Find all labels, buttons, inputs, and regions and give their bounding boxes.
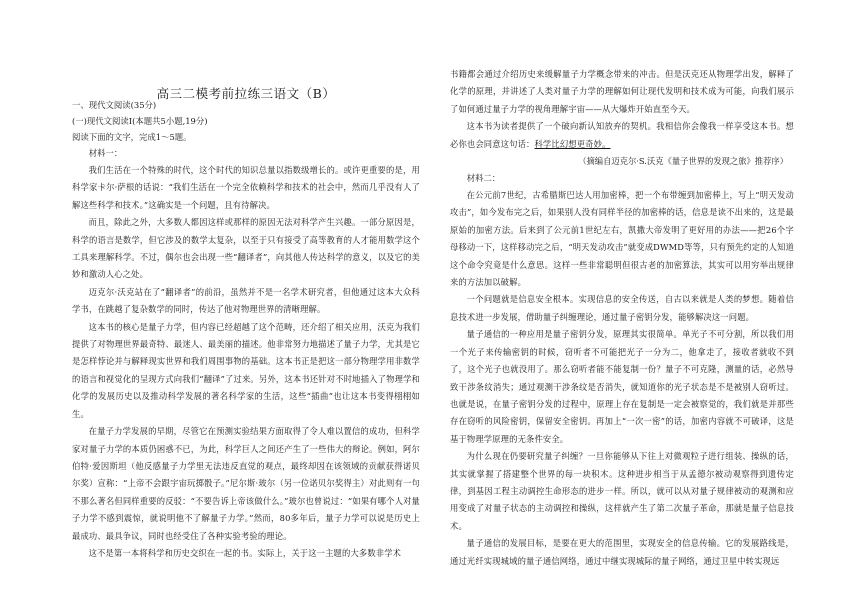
paragraph: 为什么现在仍要研究量子纠缠？一旦你能够从下往上对微观粒子进行组装、操纵的话，其实就掌握了搭建整个世界的每一块积木。这种进步相当于从孟德尔被动观察得到遗传定律，到基因工程主动调控生命形态的进步一样。所以，就可以从对量子规律被动的观测和应用变成了对量子状态的主动调控和操纵，这样就产生了第二次量子革命，那就是量子信息技术。 xyxy=(450,451,794,531)
paragraph: 量子通信的一种应用是量子密钥分发，原理其实很简单。单光子不可分割，所以我们用一个光子来传输密钥的时候，窃听者不可能把光子一分为二，他拿走了，接收者就收不到了，这个光子也就没用了。那么窃听者能不能复制一份？量子不可克隆，测量的话，必然导致干涉条纹消失；通过观测干涉条纹是否消失，就知道你的光子状态是不是被别人窃听过。也就是说，在量子密钥分发的过程中，原理上存在复制是一定会被察觉的，我们就是并那些存在窃听的风险密钥，保留安全密钥。再加上“一次一密”的话，加密内容就不可破译，这是基于物理学原理的无条件安全。 xyxy=(450,329,794,444)
paragraph: 量子通信的发展目标，是要在更大的范围里，实现安全的信息传输。它的发展路线是，通过光纤实现城域的量子通信网络，通过中继实现城际的量子网络，通过卫星中转实现远 xyxy=(450,538,794,566)
quote-source: （摘编自迈克尔·S.沃克《量子世界的发现之旅》推荐序） xyxy=(578,156,788,167)
underlined-quote: 科学比幻想更奇妙。 xyxy=(534,138,611,149)
paragraph-text: 这本书为读者提供了一个破向新认知放弃的契机。我相信你会像我一样享受这本书。想必你也会同意这句话： xyxy=(450,121,794,149)
paragraph: 书籍都会通过介绍历史来缓解量子力学概念带来的冲击。但是沃克还从物理学出发，解释了化学的原理，并讲述了人类对量子力学的理解如何让现代发明和技术成为可能，向我们展示了如何通过量子力学的视角理解宇宙——从大爆炸开始直至今天。 xyxy=(450,69,794,114)
instructions: 阅读下面的文字，完成1～5题。 xyxy=(72,132,192,142)
material-2-label: 材料二： xyxy=(466,173,501,184)
paragraph: 在量子力学发展的早期，尽管它在预测实验结果方面取得了令人难以置信的成功，但科学家对量子力学的本质仍困惑不已，为此，科学巨人之间还产生了一些伟大的辩论。例如，阿尔伯特·爱因斯坦（他反感量子力学里无法违反直觉的观点，最终却因在该领域的贡献获得诺贝尔奖）宣称：“上帝不会跟宇宙玩掷骰子。”尼尔斯·玻尔（另一位诺贝尔奖得主）对此则有一句不那么著名但同样重要的反驳：“不要告诉上帝该做什么。”玻尔也曾说过：“如果有哪个人对量子力学不感到震惊，就说明他不了解量子力学。”然而，80多年后，量子力学可以说是历史上最成功、最具争议，同时也经受住了各种实验考验的理论。 xyxy=(72,426,420,541)
paragraph: 我们生活在一个特殊的时代，这个时代的知识总量以指数级增长的。或许更重要的是，用科学家卡尔·萨根的话说：“我们生活在一个完全依赖科学和技术的社会中，然而几乎没有人了解这些科学和技术。”这确实是一个问题，且有待解决。 xyxy=(72,165,420,210)
paragraph: 一个问题就是信息安全根本。实现信息的安全传送，自古以来就是人类的梦想。随着信息技术进一步发展，借助量子纠缠理论，通过量子密钥分发，能够解决这一问题。 xyxy=(450,294,794,322)
material-1-label: 材料一： xyxy=(88,148,123,158)
subsection-heading: (一)现代文阅读Ⅰ(本题共5小题,19分) xyxy=(72,116,208,126)
paragraph: 这不是第一本将科学和历史交织在一起的书。实际上，关于这一主题的大多数非学术 xyxy=(88,547,402,558)
section-heading: 一、现代文阅读(35分) xyxy=(72,100,157,110)
paragraph: 在公元前7世纪，古希腊斯巴达人用加密棒，把一个布带缠到加密棒上，写上“明天发动攻击”，如今发布完之后，如果别人没有同样半径的加密棒的话，信息是读不出来的，这是最原始的加密方法。后来到了公元前1世纪左右，凯撒大帝发明了更好用的办法——把26个字母移动一下，这样移动完之后，“明天发动攻击”就变成DWMD等等，只有预先约定的人知道这个命令究竟是什么意思。这样一些非常聪明但很古老的加密算法，其实可以用穷举出规律来的方法加以破解。 xyxy=(450,190,794,288)
paragraph: 迈克尔·沃克站在了“翻译者”的前沿，虽然并不是一名学术研究者，但他通过这本大众科学书，在跳越了复杂数学的同时，传达了他对物理世界的清晰理解。 xyxy=(72,286,420,315)
left-column xyxy=(72,97,420,562)
paragraph: 而且，除此之外，大多数人都因这样或那样的原因无法对科学产生兴趣。一部分原因是，科学的语言是数学，但它涉及的数学太复杂，以至于只有接受了高等教育的人才能用数学这个工具来理解科学。不过，偶尔也会出现一些“翻译者”，向其他人传达科学的意义，以及它的美妙和激动人心之处。 xyxy=(72,217,420,280)
paragraph xyxy=(450,118,794,153)
page-title: 高三二模考前拉练三语文（B） xyxy=(156,86,336,101)
paragraph: 这本书的核心是量子力学，但内容已经超越了这个范畴，还介绍了相关应用，沃克为我们提供了对物理世界最奇特、最迷人、最美丽的描述。他非常努力地描述了量子力学，尤其是它是怎样悖论并与解释现实世界和我们周围事物的基础。这本书正是把这一部分物理学用非数学的语言和视觉化的呈现方式向我们“翻译”了过来。另外，这本书还针对不时地插入了物理学和化学的发展历史以及推动科学发展的著名科学家的生活，这些“插曲”也让这本书变得栩栩如生。 xyxy=(72,321,420,419)
right-column xyxy=(450,66,794,570)
